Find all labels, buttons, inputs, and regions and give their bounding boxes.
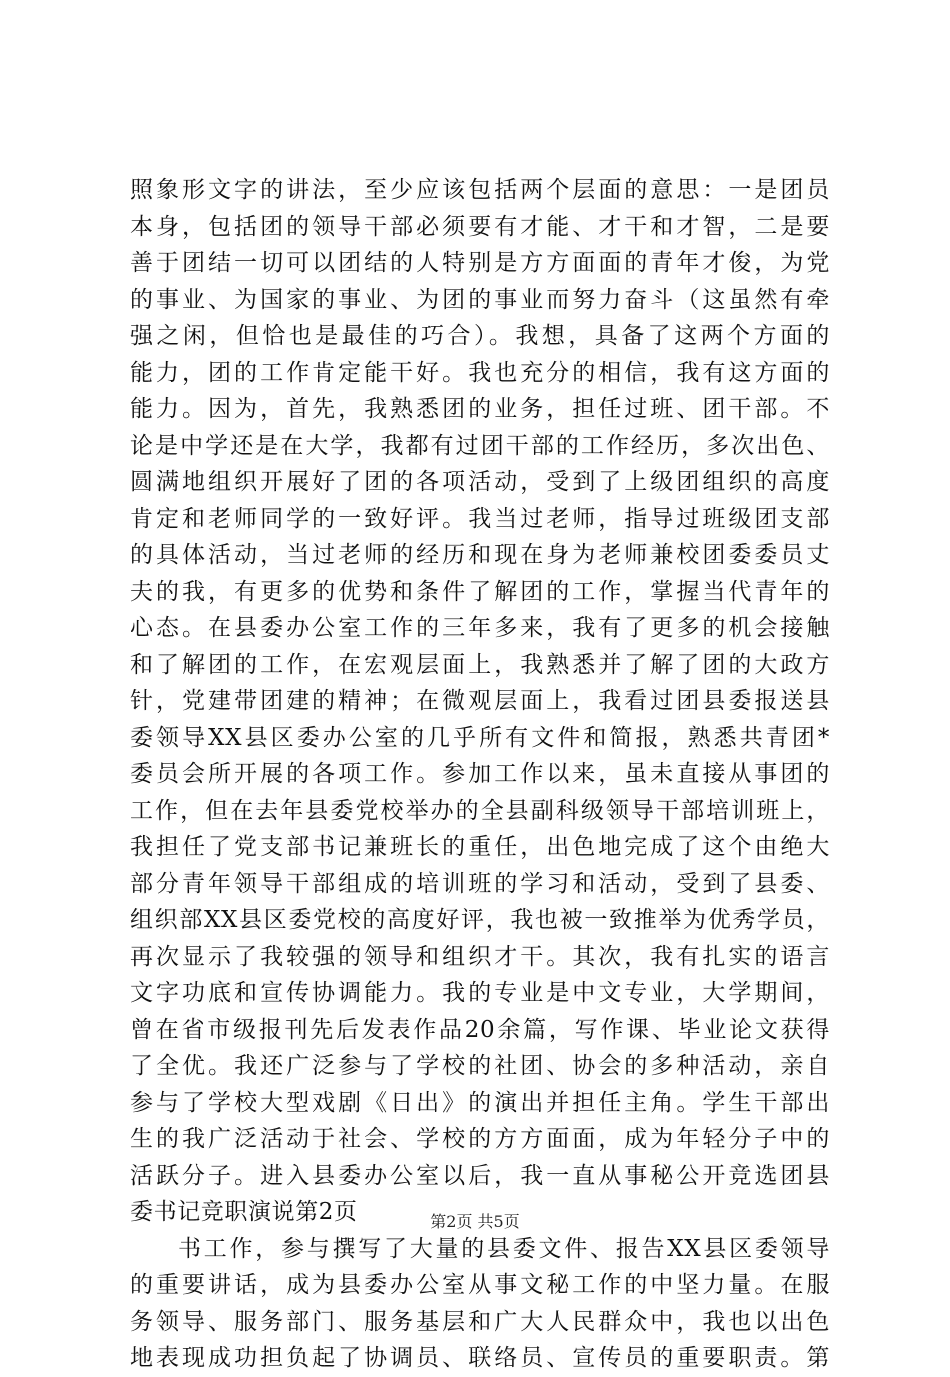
text-line: 活跃分子。进入县委办公室以后，我一直从事秘公开竞选团县: [130, 1162, 830, 1189]
text-line: 委书记竞职演说第2页: [130, 1199, 358, 1225]
text-line: 的具体活动，当过老师的经历和现在身为老师兼校团委委员丈: [130, 542, 830, 568]
text-line: 能力。因为，首先，我熟悉团的业务，担任过班、团干部。不: [130, 396, 830, 422]
page-number: 第2页 共5页: [430, 1212, 520, 1231]
body-text: [130, 172, 830, 1377]
text-line: 参与了学校大型戏剧《日出》的演出并担任主角。学生干部出: [130, 1089, 830, 1116]
text-line: 生的我广泛活动于社会、学校的方方面面，成为年轻分子中的: [130, 1126, 830, 1152]
text-line: 圆满地组织开展好了团的各项活动，受到了上级团组织的高度: [130, 469, 830, 495]
text-line: 了全优。我还广泛参与了学校的社团、协会的多种活动，亲自: [130, 1053, 830, 1079]
text-line: 针，党建带团建的精神；在微观层面上，我看过团县委报送县: [130, 688, 830, 714]
page-footer: [0, 1212, 950, 1232]
text-line: 论是中学还是在大学，我都有过团干部的工作经历，多次出色、: [130, 432, 830, 459]
text-line: 心态。在县委办公室工作的三年多来，我有了更多的机会接触: [130, 615, 830, 641]
text-line: 再次显示了我较强的领导和组织才干。其次，我有扎实的语言: [130, 943, 830, 970]
text-line: 的重要讲话，成为县委办公室从事文秘工作的中坚力量。在服: [130, 1272, 830, 1298]
text-line: 强之闲，但恰也是最佳的巧合）。我想，具备了这两个方面的: [130, 323, 830, 349]
text-line: 和了解团的工作，在宏观层面上，我熟悉并了解了团的大政方: [130, 651, 830, 678]
text-line: 善于团结一切可以团结的人特别是方方面面的青年才俊，为党: [130, 250, 830, 276]
text-line: 我担任了党支部书记兼班长的重任，出色地完成了这个由绝大: [130, 834, 830, 860]
text-line: 本身，包括团的领导干部必须要有才能、才干和才智，二是要: [130, 213, 830, 240]
text-line: 务领导、服务部门、服务基层和广大人民群众中，我也以出色: [130, 1308, 830, 1335]
text-line: 肯定和老师同学的一致好评。我当过老师，指导过班级团支部: [130, 505, 830, 532]
text-line: 能力，团的工作肯定能干好。我也充分的相信，我有这方面的: [130, 359, 830, 386]
text-line: 曾在省市级报刊先后发表作品20余篇，写作课、毕业论文获得: [130, 1016, 830, 1043]
text-line: 工作，但在去年县委党校举办的全县副科级领导干部培训班上，: [130, 797, 830, 824]
text-line: 地表现成功担负起了协调员、联络员、宣传员的重要职责。第: [130, 1345, 830, 1371]
text-line: 组织部XX县区委党校的高度好评，我也被一致推举为优秀学员，: [130, 907, 830, 933]
text-line: 委员会所开展的各项工作。参加工作以来，虽未直接从事团的: [130, 761, 830, 787]
text-line: 委领导XX县区委办公室的几乎所有文件和简报，熟悉共青团*: [130, 724, 830, 751]
text-line: 照象形文字的讲法，至少应该包括两个层面的意思：一是团员: [130, 177, 830, 203]
text-line: 部分青年领导干部组成的培训班的学习和活动，受到了县委、: [130, 870, 830, 897]
text-line: 书工作，参与撰写了大量的县委文件、报告XX县区委领导: [178, 1235, 830, 1262]
text-line: 夫的我，有更多的优势和条件了解团的工作，掌握当代青年的: [130, 578, 830, 605]
text-line: 文字功底和宣传协调能力。我的专业是中文专业，大学期间，: [130, 980, 830, 1006]
text-line: 的事业、为国家的事业、为团的事业而努力奋斗（这虽然有牵: [130, 286, 830, 313]
